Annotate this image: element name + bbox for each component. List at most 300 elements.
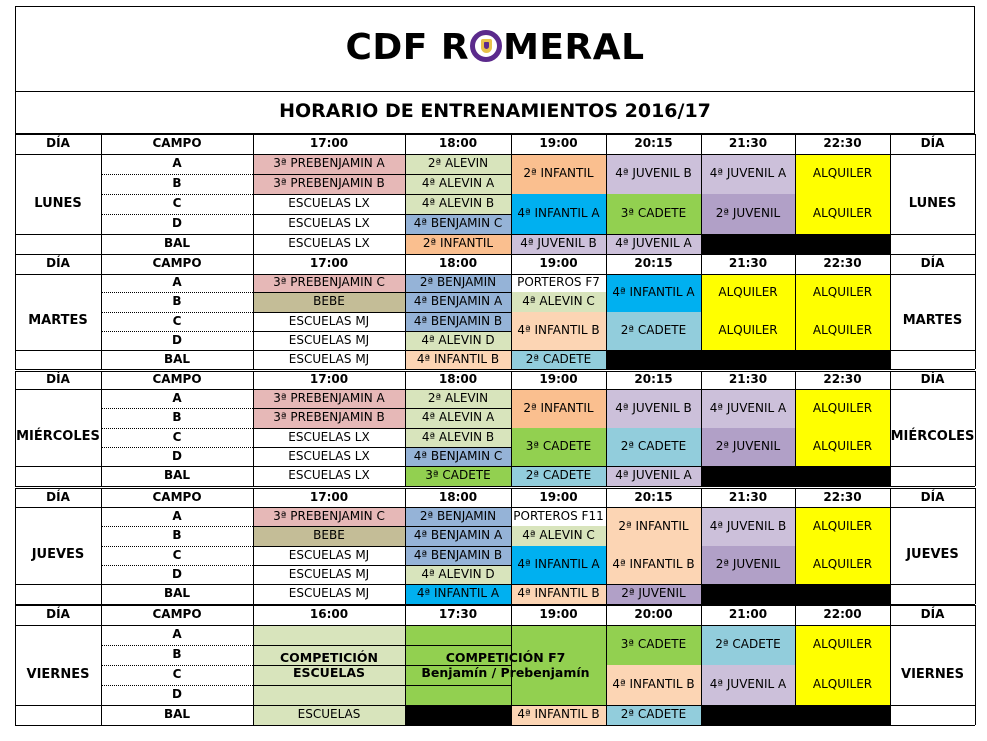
header-miércoles-col-0: DÍA [46, 372, 70, 387]
session-cell [253, 428, 405, 447]
grid-line [975, 488, 976, 604]
header-jueves-col-3: 18:00 [438, 489, 478, 504]
grid-line [606, 488, 607, 604]
session-label: ESCUELAS LX [288, 196, 370, 211]
session-cell [405, 584, 511, 604]
session-cell [405, 408, 511, 428]
session-cell [606, 625, 701, 665]
session-cell [511, 350, 606, 369]
grid-line [15, 234, 975, 235]
session-label: ESCUELAS [297, 707, 361, 722]
grid-line [253, 565, 511, 566]
header-jueves-col-5: 20:15 [634, 489, 673, 504]
grid-line [606, 371, 607, 486]
day-label-lunes-right: LUNES [908, 195, 957, 211]
session-label: 4ª ALEVIN A [421, 176, 495, 191]
session-label: ESCUELAS MJ [288, 332, 370, 347]
field-label-viernes-bal: BAL [163, 707, 191, 722]
grid-line [101, 194, 253, 195]
session-label: 4ª INFANTIL A [517, 557, 600, 572]
session-cell [405, 194, 511, 214]
grid-line [795, 134, 796, 254]
header-jueves-col-2: 17:00 [309, 489, 349, 504]
session-cell [405, 292, 511, 312]
session-cell [511, 428, 606, 466]
header-lunes-col-1: CAMPO [152, 136, 202, 151]
header-jueves-col-0: DÍA [46, 489, 70, 504]
grid-line [701, 254, 702, 369]
session-label: ESCUELAS MJ [288, 351, 370, 366]
session-cell [253, 274, 405, 292]
grid-line [15, 389, 975, 390]
field-label-miércoles-b: B [172, 410, 182, 425]
session-cell [405, 389, 511, 408]
field-label-martes-d: D [172, 332, 182, 347]
session-cell [253, 466, 405, 486]
grid-line [795, 488, 796, 604]
grid-line [101, 645, 253, 646]
session-cell [405, 234, 511, 254]
schedule-subtitle: HORARIO DE ENTRENAMIENTOS 2016/17 [279, 100, 711, 122]
field-label-viernes-c: C [172, 667, 182, 682]
header-viernes-col-0: DÍA [46, 607, 70, 622]
session-label: COMPETICIÓN F7 Benjamín / Prebenjamín [421, 650, 590, 680]
session-cell [511, 705, 606, 725]
grid-line [405, 488, 406, 604]
session-label: 4ª INFANTIL A [416, 586, 500, 601]
grid-line [101, 371, 102, 486]
session-label: 3ª CADETE [425, 468, 491, 483]
day-label-martes-left: MARTES [28, 313, 88, 329]
session-cell [795, 274, 890, 312]
session-cell [701, 274, 795, 312]
session-cell [511, 154, 606, 194]
session-label: 3ª PREBENJAMIN C [273, 275, 385, 290]
header-jueves-col-4: 19:00 [539, 489, 578, 504]
unused-slot [405, 705, 511, 725]
day-label-miércoles-left: MIÉRCOLES [16, 429, 100, 445]
session-label: 2ª INFANTIL [523, 400, 594, 415]
header-viernes-col-3: 17:30 [438, 607, 478, 622]
session-label: 2ª BENJAMIN [419, 275, 497, 290]
session-cell [405, 428, 511, 447]
header-martes-col-1: CAMPO [152, 256, 202, 271]
grid-line [701, 371, 702, 486]
subtitle-box [15, 92, 975, 134]
session-cell [795, 507, 890, 546]
grid-line [405, 254, 406, 369]
grid-line [253, 194, 511, 195]
session-label: 4ª INFANTIL B [612, 557, 695, 572]
grid-line [15, 466, 975, 467]
grid-line [253, 665, 511, 666]
grid-line [253, 214, 511, 215]
header-lunes-col-7: 22:30 [823, 136, 862, 151]
field-label-jueves-d: D [172, 566, 182, 581]
session-cell [253, 526, 405, 546]
grid-line [253, 371, 254, 486]
grid-line [606, 605, 607, 725]
session-label: 2ª INFANTIL [618, 518, 689, 533]
grid-line [101, 526, 253, 527]
header-miércoles-col-3: 18:00 [438, 372, 478, 387]
session-label: 4ª JUVENIL A [709, 400, 787, 415]
field-label-lunes-bal: BAL [163, 236, 191, 251]
session-label: 4ª JUVENIL A [615, 468, 692, 483]
session-cell [606, 194, 701, 234]
session-label: ALQUILER [812, 400, 873, 415]
header-martes-col-2: 17:00 [309, 256, 349, 271]
session-label: 3ª PREBENJAMIN A [273, 390, 385, 405]
header-viernes-col-4: 19:00 [539, 607, 578, 622]
header-jueves-col-6: 21:30 [728, 489, 768, 504]
day-label-jueves-right: JUEVES [906, 547, 959, 563]
session-cell [253, 174, 405, 194]
field-label-jueves-a: A [172, 508, 182, 523]
session-label: 2ª CADETE [525, 468, 592, 483]
grid-line [701, 488, 702, 604]
session-label: 4ª INFANTIL A [612, 285, 695, 300]
session-label: 2ª CADETE [620, 439, 687, 454]
session-cell [405, 466, 511, 486]
title-box [15, 6, 975, 92]
header-viernes-col-7: 22:00 [823, 607, 862, 622]
header-lunes-col-3: 18:00 [438, 136, 478, 151]
session-label: ESCUELAS MJ [288, 547, 370, 562]
session-label: 4ª ALEVIN D [421, 332, 495, 347]
grid-line [15, 350, 975, 351]
session-label: 3ª PREBENJAMIN B [273, 410, 385, 425]
grid-line [15, 507, 975, 508]
session-cell [701, 546, 795, 584]
session-cell [606, 507, 701, 546]
session-cell [253, 312, 405, 331]
grid-line [253, 174, 511, 175]
session-cell [405, 546, 511, 565]
session-label: ALQUILER [718, 285, 778, 300]
grid-line [101, 312, 253, 313]
session-label: 4ª ALEVIN C [522, 294, 595, 309]
session-label: 4ª JUVENIL B [709, 518, 787, 533]
header-lunes-col-2: 17:00 [309, 136, 349, 151]
session-label: 4ª INFANTIL A [517, 206, 600, 221]
grid-line [15, 154, 975, 155]
session-cell [405, 274, 511, 292]
session-cell [511, 274, 606, 292]
session-label: ESCUELAS LX [288, 236, 370, 251]
session-label: 3ª CADETE [525, 439, 592, 454]
grid-line [15, 725, 975, 726]
header-viernes-col-2: 16:00 [309, 607, 349, 622]
session-label: 2ª JUVENIL [715, 439, 781, 454]
field-label-martes-a: A [172, 275, 182, 290]
grid-line [253, 605, 254, 725]
session-label: 4ª JUVENIL B [615, 166, 692, 181]
session-label: ALQUILER [812, 285, 873, 300]
session-cell [606, 584, 701, 604]
field-label-viernes-b: B [172, 647, 182, 662]
session-label: PORTEROS F7 [517, 275, 600, 290]
session-label: ESCUELAS LX [288, 468, 370, 483]
grid-line [405, 371, 406, 486]
grid-line [101, 214, 253, 215]
field-label-martes-b: B [172, 294, 182, 309]
header-jueves-col-1: CAMPO [152, 489, 202, 504]
field-label-jueves-b: B [172, 528, 182, 543]
header-lunes-col-4: 19:00 [539, 136, 578, 151]
grid-line [15, 134, 16, 254]
field-label-miércoles-d: D [172, 448, 182, 463]
grid-line [101, 546, 253, 547]
session-label: 4ª BENJAMIN B [413, 313, 503, 328]
session-cell [511, 584, 606, 604]
grid-line [101, 292, 253, 293]
grid-line [511, 371, 512, 486]
day-label-lunes-left: LUNES [34, 195, 82, 211]
grid-line [975, 371, 976, 486]
session-label: ALQUILER [812, 206, 873, 221]
grid-line [15, 274, 975, 275]
header-martes-col-7: 22:30 [823, 256, 862, 271]
session-label: 2ª ALEVIN [427, 390, 489, 405]
session-label: BEBE [313, 294, 345, 309]
field-label-viernes-d: D [172, 687, 182, 702]
grid-line [253, 292, 511, 293]
grid-line [15, 488, 16, 604]
session-cell [511, 466, 606, 486]
session-label: 3ª CADETE [620, 206, 687, 221]
session-label: 4ª ALEVIN C [522, 528, 595, 543]
field-label-lunes-a: A [172, 156, 182, 171]
grid-line [101, 605, 102, 725]
session-cell [511, 526, 606, 546]
grid-line [253, 685, 511, 686]
field-label-jueves-c: C [172, 547, 182, 562]
session-cell [253, 546, 405, 565]
header-viernes-col-8: DÍA [920, 607, 945, 622]
field-label-viernes-a: A [172, 627, 182, 642]
header-viernes-col-6: 21:00 [728, 607, 768, 622]
header-lunes-col-5: 20:15 [634, 136, 673, 151]
session-label: 4ª INFANTIL B [416, 351, 500, 366]
session-cell [253, 705, 405, 725]
grid-line [101, 447, 253, 448]
header-miércoles-col-7: 22:30 [823, 372, 862, 387]
session-cell [795, 194, 890, 234]
session-label: 2ª CADETE [620, 323, 687, 338]
day-label-martes-right: MARTES [902, 313, 963, 329]
grid-line [101, 428, 253, 429]
session-cell [253, 389, 405, 408]
session-cell [253, 234, 405, 254]
session-label: 4ª BENJAMIN A [413, 294, 503, 309]
session-label: ESCUELAS LX [288, 448, 370, 463]
session-label: 2ª ALEVIN [427, 156, 489, 171]
club-crest-icon [470, 30, 502, 62]
grid-line [701, 605, 702, 725]
session-cell [405, 331, 511, 350]
session-label: 4ª BENJAMIN B [413, 547, 503, 562]
grid-line [795, 254, 796, 369]
header-miércoles-col-8: DÍA [920, 372, 945, 387]
header-martes-col-5: 20:15 [634, 256, 673, 271]
grid-line [405, 605, 406, 725]
field-label-jueves-bal: BAL [163, 586, 191, 601]
field-label-miércoles-a: A [172, 390, 182, 405]
session-cell [606, 665, 701, 705]
session-cell [606, 234, 701, 254]
session-cell [795, 154, 890, 194]
session-label: 3ª PREBENJAMIN A [273, 156, 385, 171]
grid-line [511, 134, 512, 254]
session-cell [253, 507, 405, 526]
day-label-miércoles-right: MIÉRCOLES [890, 429, 975, 445]
session-cell [405, 154, 511, 174]
session-cell [701, 428, 795, 466]
grid-line [975, 605, 976, 725]
session-label: 4ª INFANTIL B [517, 586, 600, 601]
session-cell [701, 194, 795, 234]
session-cell [701, 389, 795, 428]
session-cell [701, 625, 795, 665]
session-label: ESCUELAS LX [288, 216, 370, 231]
session-label: COMPETICIÓN ESCUELAS [279, 650, 379, 680]
session-cell [795, 312, 890, 350]
session-label: BEBE [313, 528, 345, 543]
grid-line [15, 371, 16, 486]
session-cell [405, 526, 511, 546]
grid-line [890, 488, 891, 604]
grid-line [15, 371, 975, 372]
grid-line [253, 312, 511, 313]
session-cell [253, 565, 405, 584]
session-label: 4ª ALEVIN B [421, 429, 495, 444]
grid-line [101, 254, 102, 369]
session-label: 4ª BENJAMIN C [413, 216, 503, 231]
session-cell [511, 234, 606, 254]
grid-line [253, 254, 254, 369]
session-cell [606, 389, 701, 428]
session-label: 4ª JUVENIL B [520, 236, 597, 251]
session-cell [606, 466, 701, 486]
session-label: 4ª ALEVIN B [421, 196, 495, 211]
session-cell [253, 408, 405, 428]
session-label: ESCUELAS MJ [288, 313, 370, 328]
grid-line [15, 254, 975, 255]
session-cell [795, 665, 890, 705]
session-label: ALQUILER [718, 323, 778, 338]
session-cell [511, 389, 606, 428]
session-label: 2ª JUVENIL [715, 557, 781, 572]
session-label: 4ª ALEVIN D [421, 566, 495, 581]
session-cell [405, 350, 511, 369]
grid-line [253, 134, 254, 254]
session-cell [253, 447, 405, 466]
session-cell [701, 154, 795, 194]
session-cell [606, 274, 701, 312]
day-label-jueves-left: JUEVES [31, 547, 85, 563]
grid-line [975, 254, 976, 369]
session-label: 2ª INFANTIL [523, 166, 594, 181]
grid-line [890, 134, 891, 254]
session-cell [511, 507, 606, 526]
grid-line [795, 371, 796, 486]
grid-line [101, 488, 102, 604]
grid-line [15, 488, 975, 489]
session-cell [795, 546, 890, 584]
grid-line [15, 584, 975, 585]
session-label: 4ª JUVENIL A [709, 166, 787, 181]
session-label: PORTEROS F11 [513, 508, 604, 523]
session-cell [405, 312, 511, 331]
grid-line [701, 134, 702, 254]
grid-line [511, 605, 512, 725]
club-name [16, 27, 974, 68]
session-label: 4ª INFANTIL B [517, 323, 600, 338]
grid-line [15, 486, 975, 487]
field-label-lunes-d: D [172, 216, 182, 231]
grid-line [511, 254, 512, 369]
session-label: 2ª CADETE [620, 707, 687, 722]
session-cell [253, 194, 405, 214]
grid-line [975, 134, 976, 254]
session-cell [795, 428, 890, 466]
grid-line [15, 254, 16, 369]
session-label: ALQUILER [812, 166, 873, 181]
header-miércoles-col-4: 19:00 [539, 372, 578, 387]
grid-line [101, 134, 102, 254]
session-cell [405, 507, 511, 526]
session-label: 4ª BENJAMIN C [413, 448, 503, 463]
header-lunes-col-0: DÍA [46, 136, 70, 151]
session-cell [253, 331, 405, 350]
session-label: 4ª INFANTIL B [517, 707, 600, 722]
session-cell [405, 174, 511, 194]
session-cell [253, 154, 405, 174]
grid-line [253, 488, 254, 604]
session-cell [511, 292, 606, 312]
day-label-viernes-left: VIERNES [26, 666, 90, 682]
field-label-miércoles-c: C [172, 429, 182, 444]
grid-line [253, 546, 511, 547]
session-label: 2ª CADETE [715, 637, 781, 652]
session-cell [606, 154, 701, 194]
header-martes-col-6: 21:30 [728, 256, 768, 271]
club-name-suffix: MERAL [503, 27, 645, 68]
session-label: ALQUILER [812, 518, 873, 533]
session-cell [511, 312, 606, 350]
session-label: 2ª JUVENIL [621, 586, 686, 601]
session-label: ESCUELAS MJ [288, 566, 370, 581]
grid-line [253, 526, 511, 527]
grid-line [890, 605, 891, 725]
session-label: 3ª CADETE [620, 637, 687, 652]
session-cell [253, 350, 405, 369]
field-label-miércoles-bal: BAL [163, 468, 191, 483]
session-label: ALQUILER [812, 323, 873, 338]
header-miércoles-col-2: 17:00 [309, 372, 349, 387]
session-label: 4ª ALEVIN A [421, 410, 495, 425]
grid-line [15, 134, 975, 135]
session-label: 4ª JUVENIL A [615, 236, 692, 251]
field-label-martes-bal: BAL [163, 351, 191, 366]
header-jueves-col-8: DÍA [920, 489, 945, 504]
session-cell [511, 546, 606, 584]
header-lunes-col-8: DÍA [920, 136, 945, 151]
session-label: 2ª INFANTIL [422, 236, 494, 251]
session-cell [795, 625, 890, 665]
session-label: ALQUILER [812, 637, 873, 652]
